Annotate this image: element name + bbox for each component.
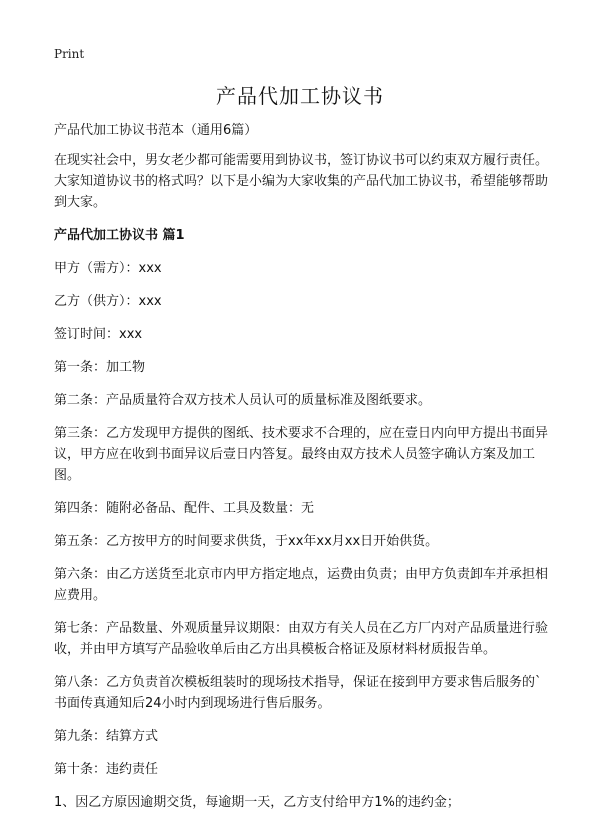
document-body: [54, 120, 554, 825]
document-subtitle: 产品代加工协议书范本（通用6篇）: [54, 123, 258, 138]
section-heading: 产品代加工协议书 篇1: [54, 228, 185, 243]
breach-sub-item-1: 1、因乙方原因逾期交货，每逾期一天，乙方支付给甲方1%的违约金；: [54, 795, 460, 810]
signing-date-line: 签订时间：xxx: [54, 327, 143, 342]
clause-6: 第六条：由乙方送货至北京市内甲方指定地点，运费由负责；由甲方负责卸车并承担相应费用。: [54, 567, 549, 603]
document-title: 产品代加工协议书: [216, 84, 384, 108]
print-link[interactable]: Print: [54, 47, 85, 61]
clause-7: 第七条：产品数量、外观质量异议期限：由双方有关人员在乙方厂内对产品质量进行验收，并由甲方填写产品验收单后由乙方出具模板合格证及原材料材质报告单。: [54, 621, 549, 657]
clause-3: 第三条：乙方发现甲方提供的图纸、技术要求不合理的，应在壹日内向甲方提出书面异议，甲方应在收到书面异议后壹日内答复。最终由双方技术人员签字确认方案及加工图。: [54, 426, 549, 483]
intro-paragraph: 在现实社会中，男女老少都可能需要用到协议书，签订协议书可以约束双方履行责任。大家知道协议书的格式吗？以下是小编为大家收集的产品代加工协议书，希望能够帮助到大家。: [54, 153, 549, 210]
clause-2: 第二条：产品质量符合双方技术人员认可的质量标准及图纸要求。: [54, 393, 432, 408]
clause-5: 第五条：乙方按甲方的时间要求供货，于xx年xx月xx日开始供货。: [54, 534, 439, 549]
party-a-line: 甲方（需方）：xxx: [54, 261, 162, 276]
clause-1: 第一条：加工物: [54, 360, 146, 375]
party-b-line: 乙方（供方）：xxx: [54, 294, 162, 309]
clause-4: 第四条：随附必备品、配件、工具及数量：无: [54, 501, 315, 516]
clause-8: 第八条：乙方负责首次模板组装时的现场技术指导，保证在接到甲方要求售后服务的`书面传真通知后24小时内到现场进行售后服务。: [54, 675, 542, 711]
clause-9: 第九条：结算方式: [54, 729, 159, 744]
clause-10: 第十条：违约责任: [54, 762, 159, 777]
